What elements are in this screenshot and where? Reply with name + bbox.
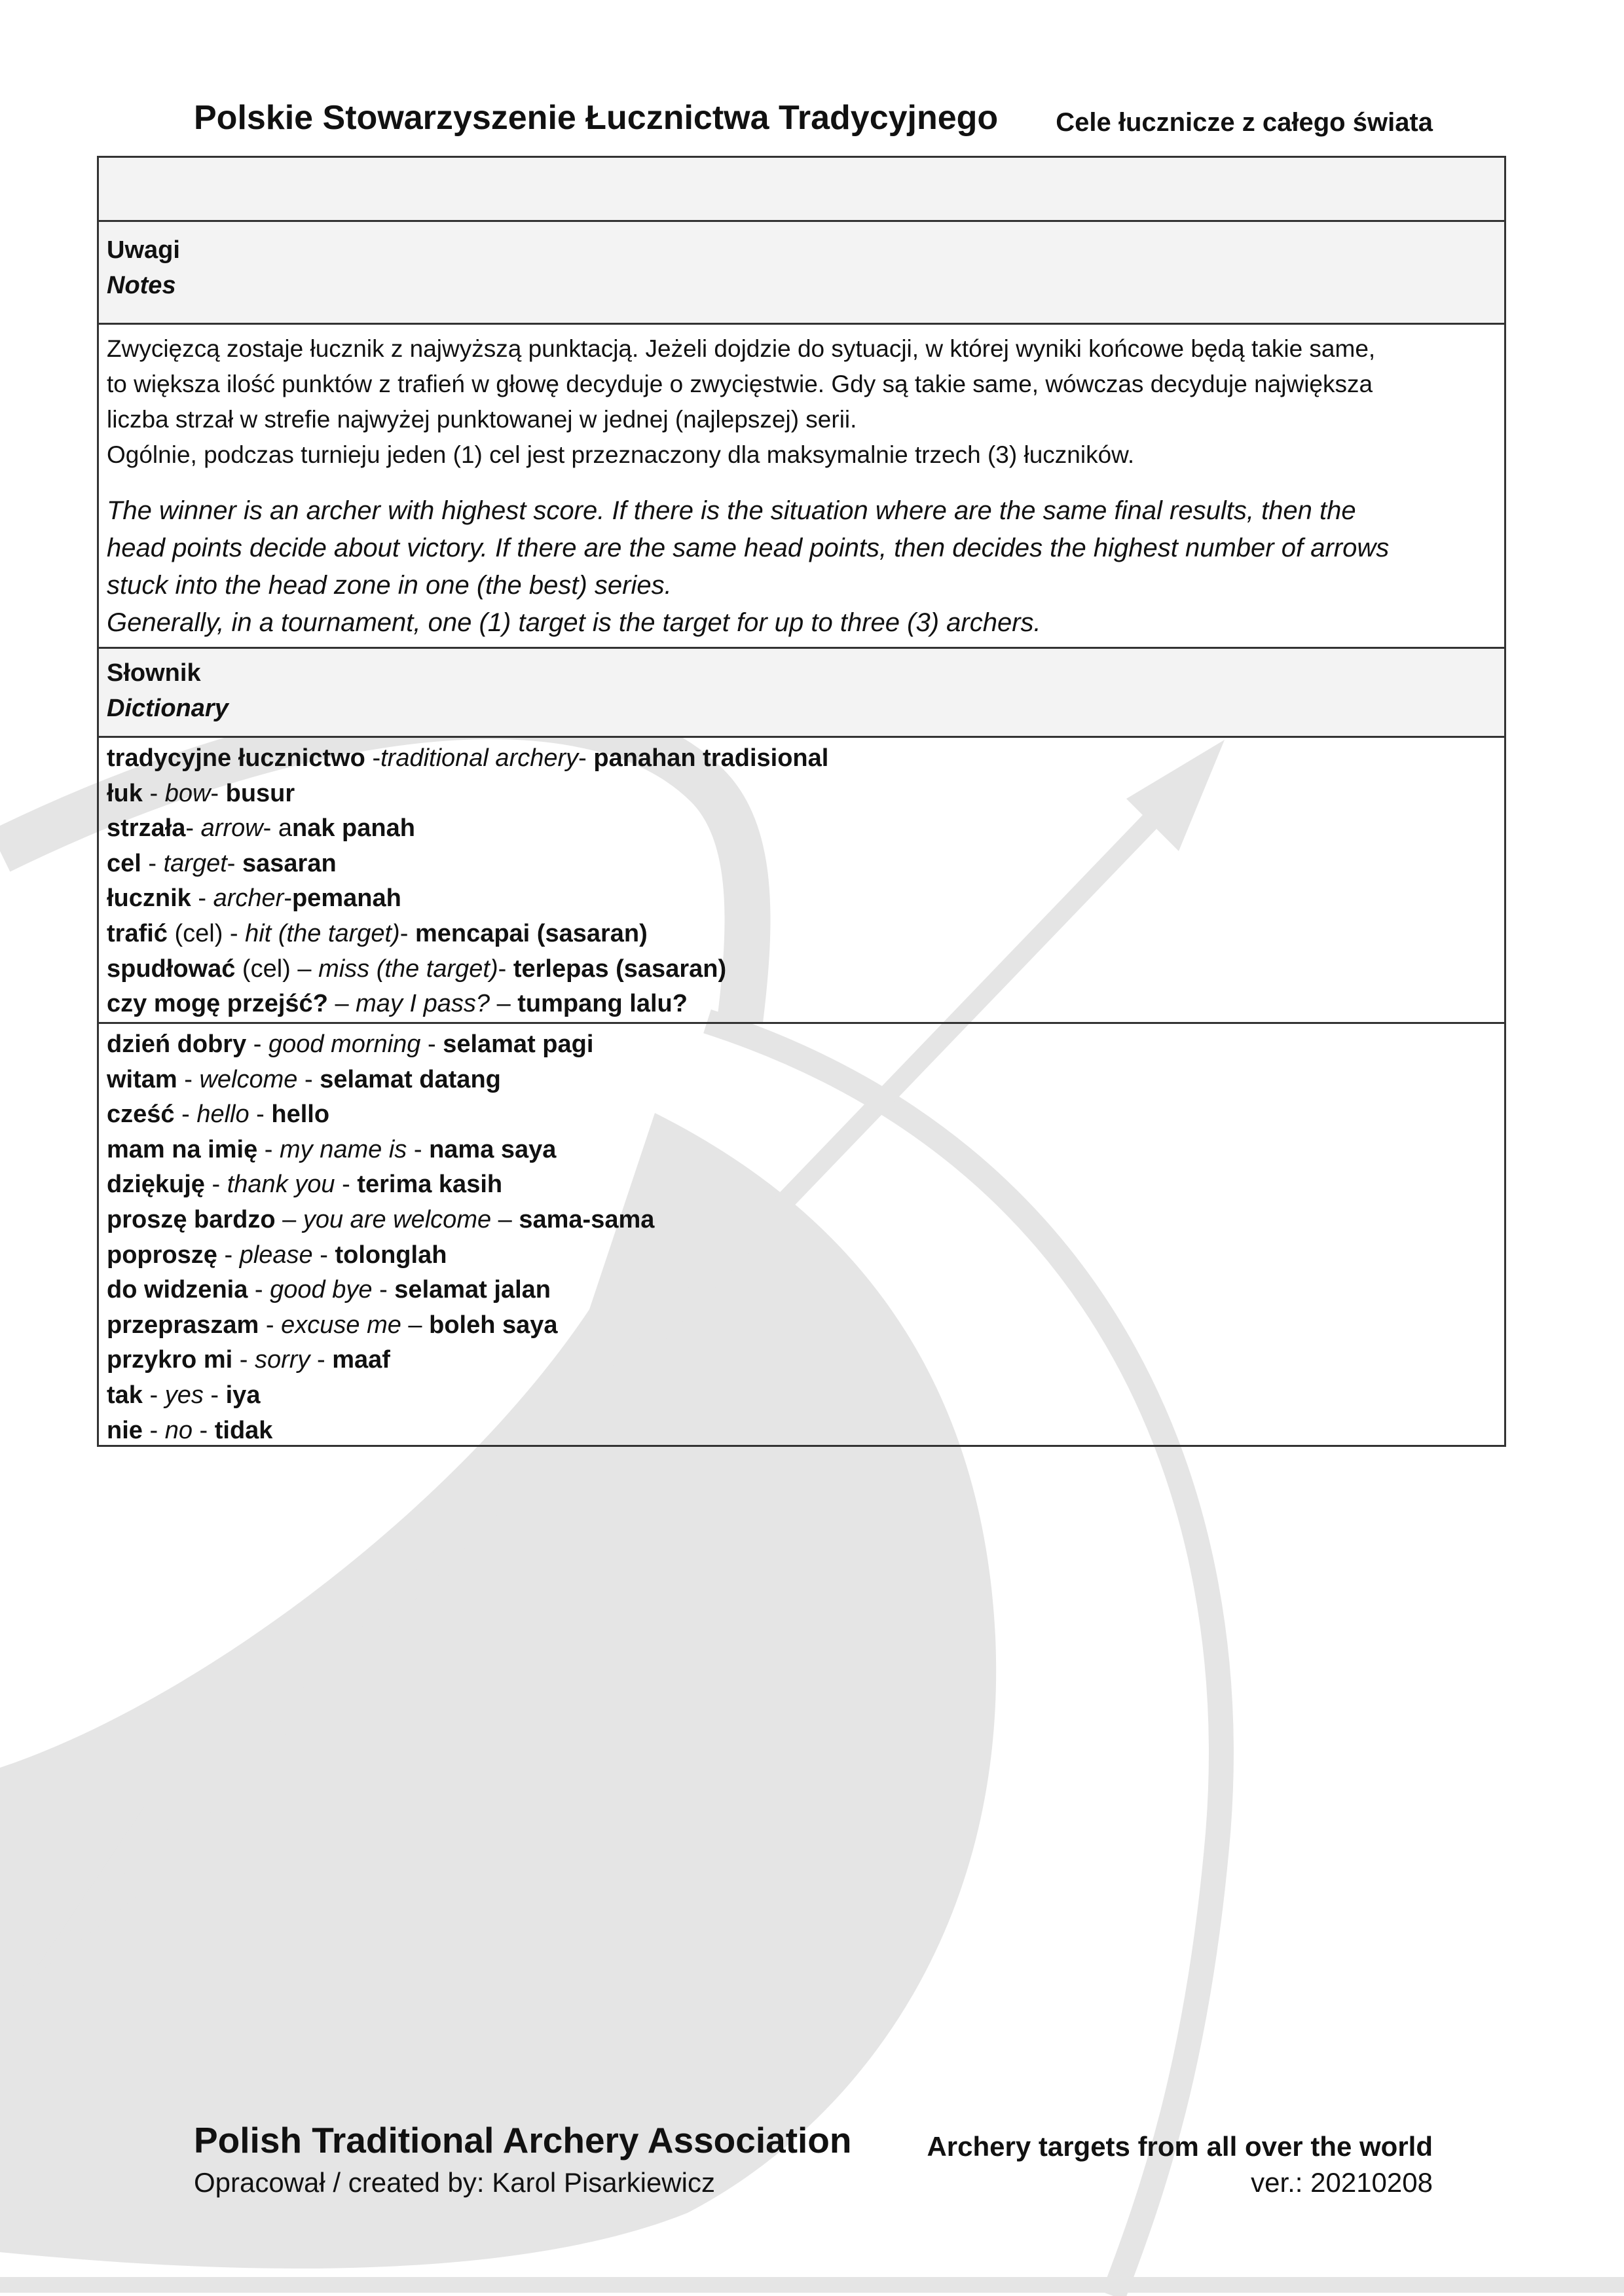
dictionary-heading-cell [99,647,1504,736]
footer-subtitle-en: Archery targets from all over the world [927,2131,1433,2162]
footer-organization-en: Polish Traditional Archery Association [194,2120,852,2160]
dictionary-entry: poproszę - please - tolonglah [107,1241,447,1269]
dictionary-group-phrases [99,1022,1504,1445]
dictionary-entry: cel - target- sasaran [107,849,337,877]
dictionary-entry: tak - yes - iya [107,1381,261,1409]
header-organization-pl: Polskie Stowarzyszenie Łucznictwa Tradycyjnego [194,99,999,137]
dictionary-entry: tradycyjne łucznictwo -traditional archery- panahan tradisional [107,744,829,772]
dictionary-entry: trafić (cel) - hit (the target)- mencapai (sasaran) [107,919,648,947]
notes-en-line: stuck into the head zone in one (the best) series. [107,571,672,600]
notes-en-line: head points decide about victory. If there are the same head points, then decides the highest number of arrows [107,534,1390,562]
dictionary-heading-en: Dictionary [107,695,229,722]
dictionary-heading-pl: Słownik [107,659,201,687]
notes-heading-en: Notes [107,272,176,299]
dictionary-entry: mam na imię - my name is - nama saya [107,1135,557,1163]
dictionary-entry: dziękuję - thank you - terima kasih [107,1171,503,1199]
footer-author: Opracował / created by: Karol Pisarkiewicz [194,2167,715,2198]
notes-heading-cell [99,220,1504,323]
dictionary-entry: spudłować (cel) – miss (the target)- terlepas (sasaran) [107,955,727,983]
notes-pl-paragraph [107,331,1496,473]
dictionary-entry: cześć - hello - hello [107,1101,330,1129]
dictionary-entry: przepraszam - excuse me – boleh saya [107,1311,558,1339]
notes-body-cell [99,323,1504,647]
blank-title-cell [99,158,1504,220]
notes-heading-pl: Uwagi [107,236,180,264]
notes-pl-line: Ogólnie, podczas turnieju jeden (1) cel jest przeznaczony dla maksymalnie trzech (3) łuczników. [107,441,1135,468]
dictionary-entry: proszę bardzo – you are welcome – sama-sama [107,1205,655,1233]
dictionary-entry: nie - no - tidak [107,1416,273,1444]
notes-pl-line: to większa ilość punktów z trafień w głowę decyduje o zwycięstwie. Gdy są takie same, wówczas decyduje największa [107,371,1373,397]
dictionary-entry: czy mogę przejść? – may I pass? – tumpang lalu? [107,990,688,1018]
notes-pl-line: Zwycięzcą zostaje łucznik z najwyższą punktacją. Jeżeli dojdzie do sytuacji, w której wyniki końcowe będą takie same, [107,335,1376,362]
notes-en-line: The winner is an archer with highest score. If there is the situation where are the same final results, then the [107,496,1356,525]
dictionary-entry: witam - welcome - selamat datang [107,1065,501,1093]
dictionary-entry: dzień dobry - good morning - selamat pagi [107,1030,594,1058]
dictionary-entry: łucznik - archer-pemanah [107,884,401,913]
footer-version: ver.: 20210208 [1251,2167,1433,2198]
dictionary-entry: łuk - bow- busur [107,779,295,807]
dictionary-entry: przykro mi - sorry - maaf [107,1346,390,1374]
dictionary-entry: strzała- arrow- anak panah [107,814,415,843]
notes-pl-line: liczba strzał w strefie najwyżej punktowanej w jednej (najlepszej) serii. [107,406,857,433]
header-subtitle-pl: Cele łucznicze z całego świata [1056,108,1433,137]
dictionary-entry: do widzenia - good bye - selamat jalan [107,1276,551,1304]
notes-en-line: Generally, in a tournament, one (1) target is the target for up to three (3) archers. [107,608,1041,637]
notes-en-paragraph [107,492,1496,642]
content-table [97,156,1506,1447]
dictionary-group-archery [99,736,1504,1022]
